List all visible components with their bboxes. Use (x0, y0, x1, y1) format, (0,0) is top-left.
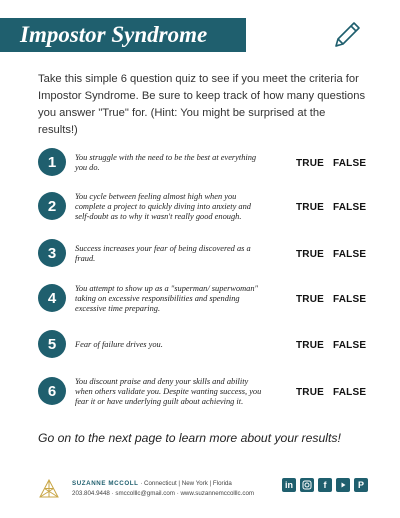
footer-phone: 203.804.9448 (72, 490, 110, 497)
closing-text: Go on to the next page to learn more about your results! (38, 431, 341, 445)
question-row-2 (38, 190, 368, 224)
footer-separator: · (140, 480, 145, 487)
false-option[interactable]: FALSE (333, 201, 367, 213)
question-text: You discount praise and deny your skills and ability when others validate you. Despite wanting success, you fear it or have underlying guilt about achieving it. (75, 377, 262, 406)
false-option[interactable]: FALSE (333, 248, 367, 260)
intro-text: Take this simple 6 question quiz to see if you meet the criteria for Impostor Syndrome. Be sure to keep track of how many questions you answer "True" for. (Hint: You might be surprised at the results!) (38, 73, 366, 136)
false-option[interactable]: FALSE (333, 386, 367, 398)
question-row-3 (38, 237, 368, 271)
instagram-icon[interactable] (300, 478, 314, 492)
footer-separator: · (111, 490, 116, 497)
pinterest-icon[interactable]: P (354, 478, 368, 492)
question-number-badge: 2 (38, 192, 66, 220)
page-title: Impostor Syndrome (20, 22, 208, 47)
footer-name: SUZANNE MCCOLL (72, 480, 139, 487)
question-text: Success increases your fear of being discovered as a fraud. (75, 244, 251, 263)
question-row-1 (38, 146, 368, 180)
linkedin-icon[interactable]: in (282, 478, 296, 492)
true-option[interactable]: TRUE (296, 157, 325, 169)
footer-separator: · (176, 490, 181, 497)
true-option[interactable]: TRUE (296, 293, 325, 305)
question-number-badge: 4 (38, 284, 66, 312)
footer-locations: Connecticut | New York | Florida (144, 480, 232, 487)
false-option[interactable]: FALSE (333, 157, 367, 169)
question-number-badge: 1 (38, 148, 66, 176)
title-banner (0, 18, 246, 52)
true-option[interactable]: TRUE (296, 201, 325, 213)
question-row-5 (38, 328, 368, 362)
footer-email[interactable]: smccolllc@gmail.com (115, 490, 175, 497)
question-text: You cycle between feeling almost high when you complete a project to quickly diving into anxiety and self-doubt as to why it wasn't really good enough. (75, 192, 251, 221)
true-option[interactable]: TRUE (296, 339, 325, 351)
footer-line-1 (72, 480, 232, 487)
question-row-4 (38, 282, 368, 316)
facebook-icon[interactable]: f (318, 478, 332, 492)
pencil-icon (330, 18, 364, 52)
question-number-badge: 6 (38, 377, 66, 405)
footer-line-2 (72, 490, 254, 497)
question-row-6 (38, 375, 368, 409)
question-text: You struggle with the need to be the best at everything you do. (75, 153, 257, 172)
false-option[interactable]: FALSE (333, 339, 367, 351)
question-text: You attempt to show up as a "superman/ superwoman" taking on excessive responsibilities and spending excessive time preparing. (75, 284, 259, 313)
footer-website[interactable]: www.suzannemccolllc.com (180, 490, 255, 497)
question-number-badge: 5 (38, 330, 66, 358)
question-text: Fear of failure drives you. (75, 340, 163, 349)
true-option[interactable]: TRUE (296, 386, 325, 398)
false-option[interactable]: FALSE (333, 293, 367, 305)
youtube-icon[interactable] (336, 478, 350, 492)
logo-icon (38, 478, 60, 500)
true-option[interactable]: TRUE (296, 248, 325, 260)
question-number-badge: 3 (38, 239, 66, 267)
